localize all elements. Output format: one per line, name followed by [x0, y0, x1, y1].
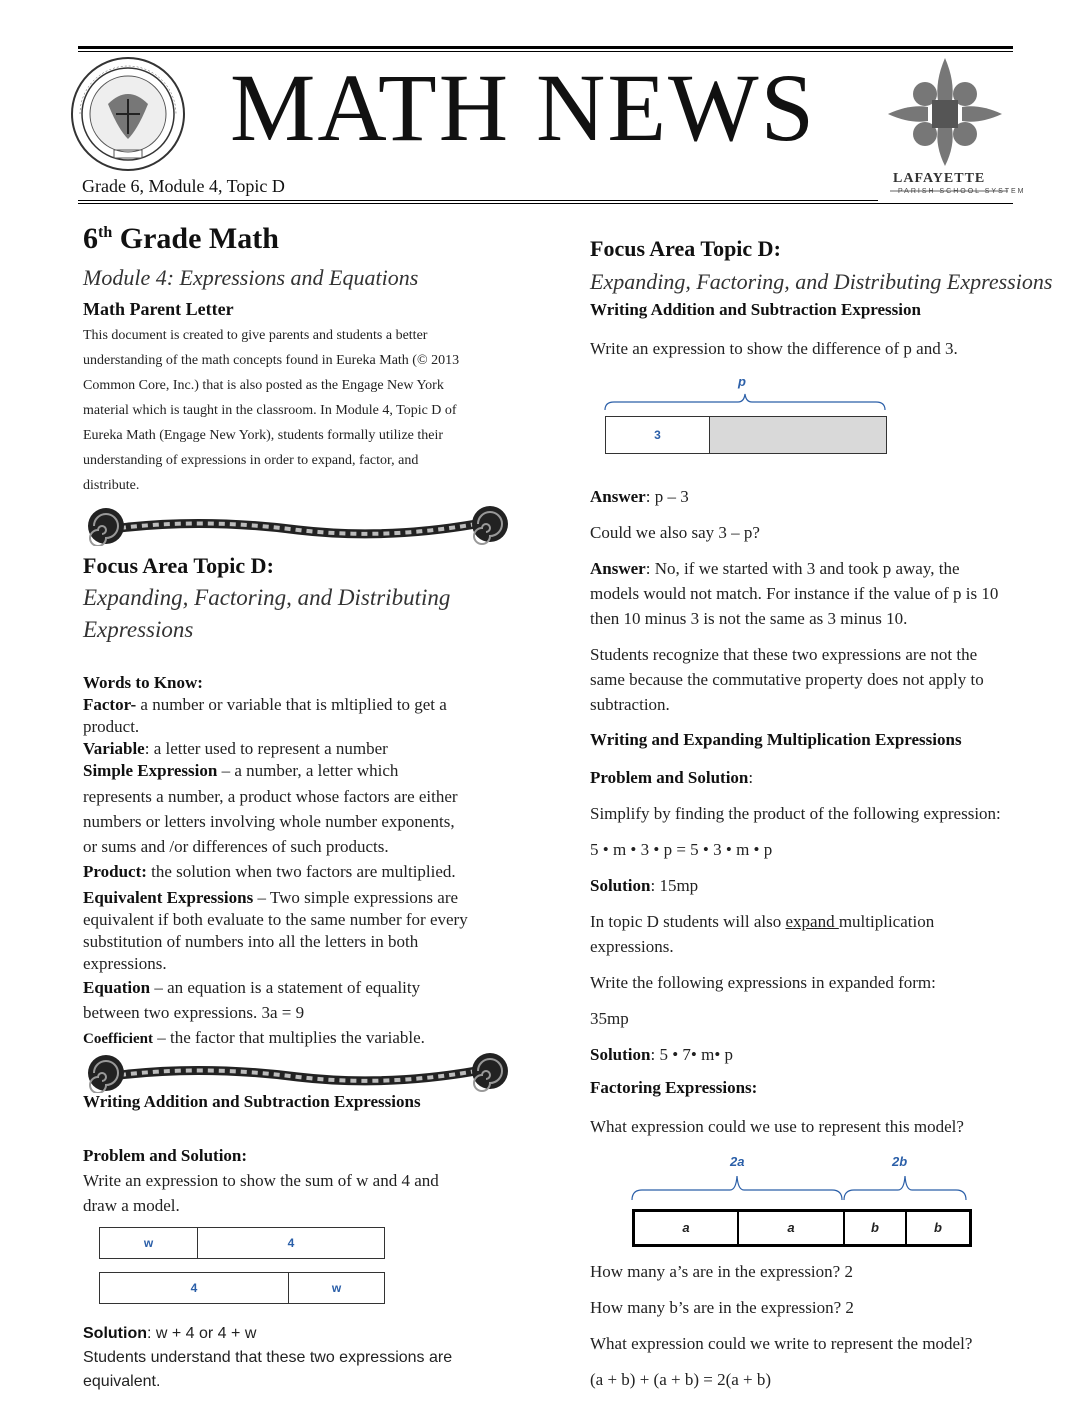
tape-cell-shaded — [710, 417, 886, 453]
logo-subtitle: PARISH SCHOOL SYSTEM — [898, 188, 1026, 195]
header-rule — [78, 46, 1013, 49]
tape-label-p: p — [738, 374, 746, 389]
tape-cell: w — [331, 1281, 342, 1295]
page-title: 6th Grade Math — [83, 222, 279, 255]
brace-label-2a: 2a — [730, 1154, 745, 1169]
solution-expanded: Solution: 5 • 7• m• p — [590, 1045, 734, 1064]
brace-label-2b: 2b — [892, 1154, 908, 1169]
focus-area-heading: Focus Area Topic D: — [83, 553, 274, 578]
header-rule-thin — [78, 51, 1013, 52]
equivalent-expressions-def: Equivalent Expressions – Two simple expressions are equivalent if both evaluate to the same number for every substitution of numbers into all the letters in both expressions. — [83, 888, 468, 973]
question-difference: Write an expression to show the difference of p and 3. — [590, 339, 958, 358]
factoring-tape-model — [632, 1209, 972, 1247]
multiplication-heading: Writing and Expanding Multiplication Expressions — [590, 730, 962, 749]
tape-cell: 4 — [287, 1236, 295, 1250]
simple-expression-def: represents a number, a product whose factors are either numbers or letters involving whole number exponents, or sums and /or differences of such products. Product: the solution when two factors are multiplied. — [83, 787, 458, 881]
term-35mp: 35mp — [590, 1009, 629, 1028]
school-board-seal-icon — [68, 54, 188, 174]
tape-cell: b — [845, 1212, 907, 1244]
tape-cell: 4 — [100, 1273, 289, 1303]
words-to-know: Words to Know: Factor- a number or variable that is mltiplied to get a product. Variable: a letter used to represent a number Simple Expression – a number, a letter which — [83, 673, 447, 780]
question-how-many-b: How many b’s are in the expression? 2 — [590, 1298, 854, 1317]
brace-pair-icon — [630, 1170, 970, 1204]
expand-note: In topic D students will also expand multiplication expressions. — [590, 912, 935, 956]
focus-area-subtitle-right: Expanding, Factoring, and Distributing Expressions — [590, 269, 1053, 294]
letter-body: This document is created to give parents and students a better understanding of the math concepts found in Eureka Math (© 2013 Common Core, Inc.) that is also posted as the Engage New York material which is taught in the classroom. In Module 4, Topic D of Eureka Math (Engage New York), students formally utilize their understanding of expressions in order to expand, factor, and distribute. — [83, 328, 460, 493]
equation-def: Equation – an equation is a statement of equality between two expressions. 3a = 9 Coefficient – the factor that multiplies the variable. — [83, 978, 425, 1047]
factoring-heading: Factoring Expressions: — [590, 1078, 758, 1097]
expanded-form-prompt: Write the following expressions in expanded form: — [590, 973, 936, 992]
answer-2: Answer: No, if we started with 3 and took p away, the models would not match. For instance if the value of p is 10 then 10 minus 3 is not the same as 3 minus 10. — [590, 559, 999, 628]
module-title: Module 4: Expressions and Equations — [83, 265, 419, 290]
writing-addition-heading: Writing Addition and Subtraction Expressions — [83, 1092, 421, 1111]
solution-left: Solution: w + 4 or 4 + w Students understand that these two expressions are equivalent. — [83, 1325, 453, 1390]
focus-area-heading-right: Focus Area Topic D: — [590, 236, 781, 261]
letter-heading: Math Parent Letter — [83, 299, 234, 319]
commutative-note: Students recognize that these two expressions are not the same because the commutative property does not apply to subtraction. — [590, 645, 984, 714]
question-how-many-a: How many a’s are in the expression? 2 — [590, 1262, 853, 1281]
tape-model-p-minus-3 — [605, 416, 887, 454]
solution-15mp: Solution: 15mp — [590, 876, 699, 895]
tape-cell: w — [100, 1228, 198, 1258]
problem-solution-right: Problem and Solution: — [590, 768, 754, 787]
tape-model-4-plus-w — [99, 1272, 385, 1304]
logo-name: LAFAYETTE — [893, 171, 986, 186]
focus-area-subtitle: Expanding, Factoring, and Distributing Expressions — [83, 585, 451, 642]
final-expression: (a + b) + (a + b) = 2(a + b) — [590, 1370, 772, 1389]
question-3-minus-p: Could we also say 3 – p? — [590, 523, 760, 542]
writing-addition-heading-right: Writing Addition and Subtraction Expression — [590, 300, 921, 319]
subline-rule-thin — [78, 203, 1013, 204]
grade-module-topic: Grade 6, Module 4, Topic D — [82, 176, 285, 196]
answer-1: Answer: p – 3 — [590, 487, 689, 506]
tape-cell: a — [635, 1212, 739, 1244]
tape-cell: a — [739, 1212, 845, 1244]
problem-solution-left: Problem and Solution: Write an expression to show the sum of w and 4 and draw a model. — [83, 1146, 439, 1215]
tape-cell: 3 — [606, 417, 710, 453]
spiral-divider-icon — [84, 506, 512, 546]
tape-cell: b — [934, 1220, 942, 1235]
simplify-prompt: Simplify by finding the product of the following expression: — [590, 804, 1001, 823]
question-write-expression: What expression could we write to represent the model? — [590, 1334, 973, 1353]
subline-rule — [78, 200, 878, 201]
product-expression: 5 • m • 3 • p = 5 • 3 • m • p — [590, 840, 773, 859]
brace-icon — [604, 390, 886, 414]
spiral-divider-icon — [84, 1053, 512, 1093]
masthead-title: MATH NEWS — [230, 54, 816, 161]
tape-model-w-plus-4 — [99, 1227, 385, 1259]
factoring-question: What expression could we use to represent this model? — [590, 1117, 964, 1136]
